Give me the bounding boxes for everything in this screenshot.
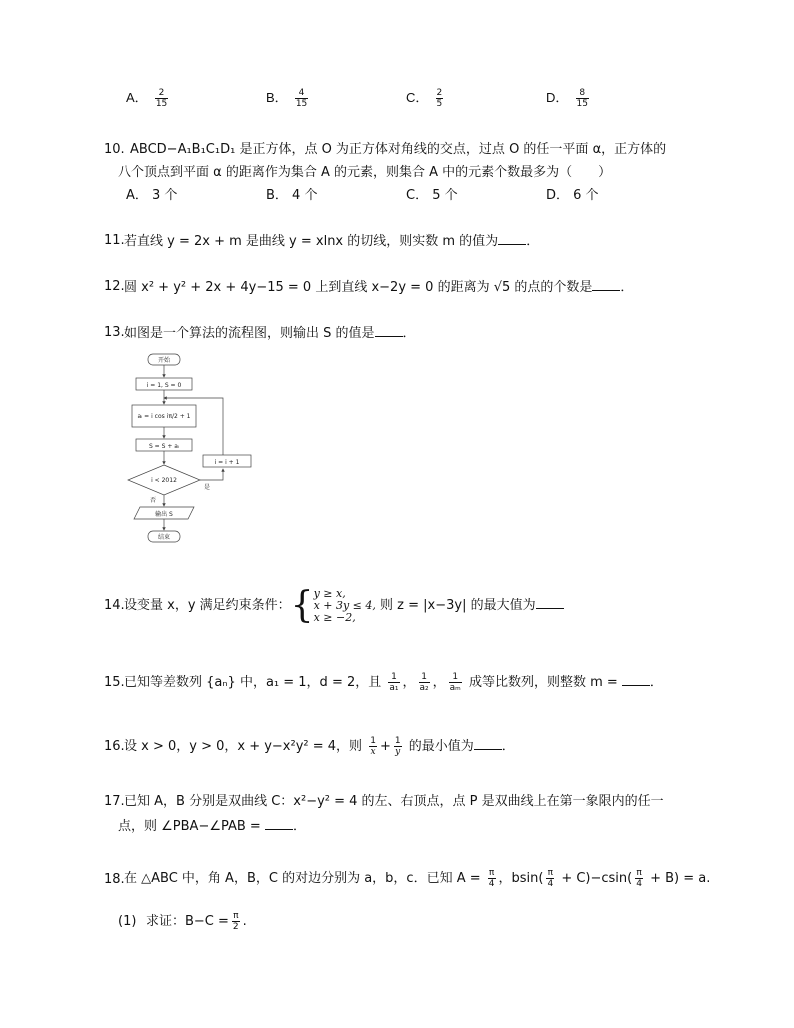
flow-assign-a-label: aᵢ = i cos iπ/2 + 1: [137, 413, 191, 420]
constraint-system: y ≥ x, x + 3y ≤ 4, x ≥ −2,: [313, 586, 376, 624]
flow-init-label: i = 1, S = 0: [146, 382, 182, 389]
fraction: $\frac{\pi}{2}$: [232, 911, 239, 932]
fraction: $\frac{1}{\text{a₂}}$: [419, 672, 429, 693]
flow-output-label: 输出 S: [155, 511, 173, 518]
answer-blank: [498, 232, 526, 245]
q16-text: 设 x > 0，y > 0，x + y−x²y² = 4，则 $\frac{1}{x}$ + $\frac{1}{y}$ 的最小值为 ．: [124, 736, 515, 757]
q9-option-d: D． $\frac{8}{15}$: [546, 88, 588, 109]
fraction: $\frac{\pi}{4}$: [488, 868, 495, 889]
q13-number: 13.: [104, 325, 125, 340]
q11-text: 若直线 y = 2x + m 是曲线 y = xlnx 的切线，则实数 m 的值为 ．: [124, 234, 540, 249]
flow-no-label: 否: [150, 497, 157, 504]
fraction: $\frac{2}{15}$: [155, 88, 168, 109]
q10-option-d: D． 6 个: [546, 188, 599, 203]
q18-sub-text: 求证：B−C = $\frac{\pi}{2}$ .: [146, 911, 247, 932]
answer-blank: [622, 673, 650, 686]
q18-text: 在 △ABC 中，角 A，B，C 的对边分别为 a，b，c．已知 A = $\frac{\pi}{4}$ ，bsin( $\frac{\pi}{4}$ + C)−csin( $\frac{\pi}{4}$ + B) = a.: [124, 868, 711, 889]
flow-end-label: 结束: [157, 534, 171, 541]
q10-option-a: A． 3 个: [126, 188, 178, 203]
q16-number: 16.: [104, 739, 125, 754]
answer-blank: [375, 324, 403, 337]
q12-number: 12.: [104, 279, 125, 294]
q10-number: 10.: [104, 142, 125, 157]
fraction: $\frac{1}{x}$: [370, 736, 376, 757]
flow-yes-label: 是: [204, 484, 211, 491]
answer-blank: [592, 278, 620, 291]
answer-blank: [265, 817, 293, 830]
q13-text: 如图是一个算法的流程图，则输出 S 的值是 ．: [124, 326, 416, 341]
q17-line2: 点，则 ∠PBA−∠PAB = ．: [118, 819, 306, 834]
q17-line1: 已知 A，B 分别是双曲线 C：x²−y² = 4 的左、右顶点，点 P 是双曲线上在第一象限内的任一: [124, 794, 664, 809]
q10-line2: 八个顶点到平面 α 的距离作为集合 A 的元素，则集合 A 中的元素个数最多为（ ）: [118, 165, 612, 180]
fraction: $\frac{4}{15}$: [295, 88, 308, 109]
flow-decision-label: i < 2012: [151, 477, 177, 484]
q12-text: 圆 x² + y² + 2x + 4y−15 = 0 上到直线 x−2y = 0 的距离为 √5 的点的个数是 ．: [124, 280, 634, 295]
q14-number: 14.: [104, 598, 125, 613]
q10-option-b: B． 4 个: [266, 188, 318, 203]
flow-assign-s-label: S = S + aᵢ: [148, 443, 180, 450]
q18-number: 18.: [104, 872, 125, 887]
q9-option-b: B． $\frac{4}{15}$: [266, 88, 308, 109]
flow-increment-label: i = i + 1: [214, 459, 240, 466]
answer-blank: [536, 596, 564, 609]
fraction: $\frac{\pi}{4}$: [636, 868, 642, 889]
q15-text: 已知等差数列 {aₙ} 中，a₁ = 1，d = 2，且 $\frac{1}{\text{a₁}}$ ， $\frac{1}{\text{a₂}}$ ， $\frac{1}{\text{aₘ}}$ 成等比数列，则整数 m = ．: [124, 672, 663, 693]
q10-line1: ABCD−A₁B₁C₁D₁ 是正方体，点 O 为正方体对角线的交点，过点 O 的任一平面 α，正方体的: [130, 142, 667, 157]
q17-number: 17.: [104, 794, 125, 809]
q9-option-a: A． $\frac{2}{15}$: [126, 88, 168, 109]
fraction: $\frac{8}{15}$: [576, 88, 588, 109]
algorithm-flowchart: [120, 350, 260, 550]
fraction: $\frac{\pi}{4}$: [547, 868, 554, 889]
fraction: $\frac{2}{5}$: [436, 88, 443, 109]
fraction: $\frac{1}{\text{a₁}}$: [389, 672, 399, 693]
q11-number: 11.: [104, 233, 125, 248]
q14-text: 设变量 x，y 满足约束条件：{ y ≥ x, x + 3y ≤ 4, x ≥ −2, 则 z = |x−3y| 的最大值为: [124, 584, 564, 628]
fraction: $\frac{1}{\text{aₘ}}$: [449, 672, 461, 693]
fraction: $\frac{1}{y}$: [394, 736, 401, 757]
q15-number: 15.: [104, 675, 125, 690]
q10-option-c: C． 5 个: [406, 188, 458, 203]
brace: {: [290, 584, 314, 626]
q9-option-c: C． $\frac{2}{5}$: [406, 88, 443, 109]
q18-sub-number: (1): [118, 914, 137, 929]
flow-start-label: 开始: [157, 357, 171, 364]
answer-blank: [474, 737, 502, 750]
